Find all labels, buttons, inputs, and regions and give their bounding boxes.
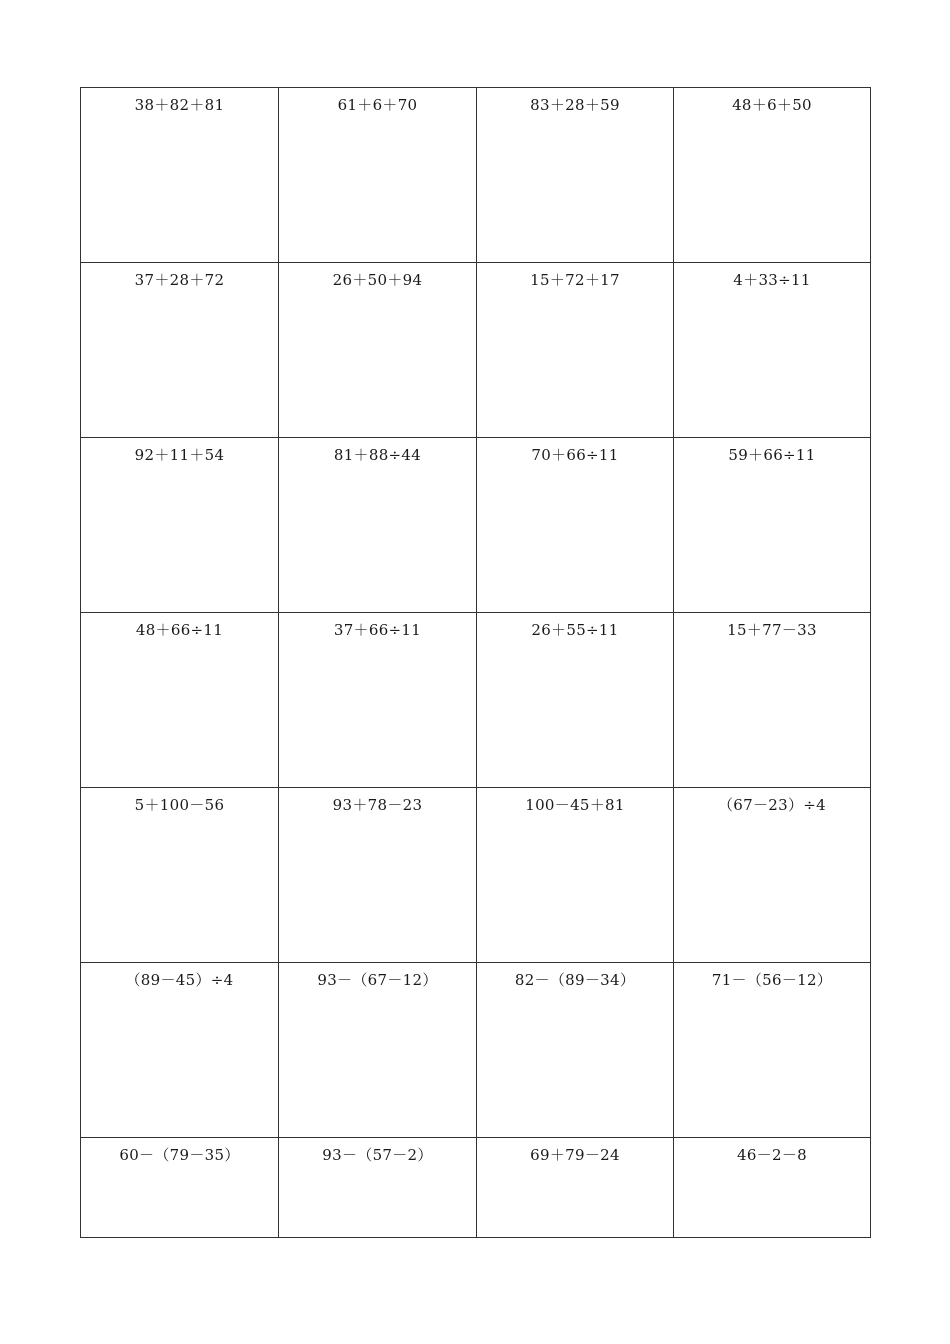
problem-expression: 60－（79－35）	[119, 1146, 240, 1164]
problem-expression: 93＋78－23	[332, 796, 423, 814]
problem-expression: 37＋28＋72	[134, 271, 225, 289]
problem-cell	[477, 788, 674, 963]
problem-cell	[674, 263, 871, 438]
problem-expression: 83＋28＋59	[530, 96, 620, 114]
problem-expression: 82－（89－34）	[514, 971, 636, 989]
problem-cell	[477, 1138, 674, 1238]
problem-grid	[81, 88, 871, 1238]
problem-expression: 38＋82＋81	[134, 96, 225, 114]
problem-expression: 26＋50＋94	[332, 271, 423, 289]
problem-expression: 81＋88÷44	[333, 446, 422, 464]
problem-expression: 92＋11＋54	[134, 446, 225, 464]
problem-cell	[279, 263, 477, 438]
problem-cell	[477, 963, 674, 1138]
problem-expression: 70＋66÷11	[531, 446, 619, 464]
problem-cell	[81, 88, 279, 263]
problem-cell	[81, 438, 279, 613]
problem-cell	[81, 788, 279, 963]
problem-expression: 15＋72＋17	[530, 271, 620, 289]
problem-cell	[674, 438, 871, 613]
problem-expression: 93－（67－12）	[317, 971, 438, 989]
problem-cell	[674, 963, 871, 1138]
problem-expression: 100－45＋81	[525, 796, 625, 814]
problem-expression: 59＋66÷11	[728, 446, 816, 464]
problem-expression: 61＋6＋70	[337, 96, 418, 114]
problem-expression: 4＋33÷11	[733, 271, 811, 289]
problem-cell	[279, 88, 477, 263]
problem-expression: 15＋77－33	[727, 621, 817, 639]
problem-expression: 46－2－8	[737, 1146, 807, 1164]
problem-expression: （89－45）÷4	[125, 971, 234, 989]
problem-cell	[674, 613, 871, 788]
problem-cell	[477, 263, 674, 438]
problem-cell	[674, 1138, 871, 1238]
problem-expression: 5＋100－56	[134, 796, 225, 814]
problem-cell	[81, 263, 279, 438]
problem-expression: 26＋55÷11	[531, 621, 619, 639]
problem-cell	[674, 88, 871, 263]
problem-cell	[279, 438, 477, 613]
problem-expression: （67－23）÷4	[718, 796, 826, 814]
problem-cell	[81, 963, 279, 1138]
problem-expression: 37＋66÷11	[333, 621, 422, 639]
problem-expression: 71－（56－12）	[711, 971, 833, 989]
problem-cell	[279, 788, 477, 963]
problem-cell	[81, 613, 279, 788]
problem-cell	[279, 1138, 477, 1238]
problem-cell	[477, 438, 674, 613]
problem-cell	[279, 613, 477, 788]
worksheet-table	[80, 87, 871, 1238]
problem-cell	[477, 613, 674, 788]
problem-expression: 48＋6＋50	[732, 96, 812, 114]
problem-expression: 69＋79－24	[530, 1146, 620, 1164]
problem-expression: 48＋66÷11	[135, 621, 224, 639]
problem-cell	[674, 788, 871, 963]
problem-cell	[81, 1138, 279, 1238]
problem-expression: 93－（57－2）	[322, 1146, 433, 1164]
problem-cell	[477, 88, 674, 263]
problem-cell	[279, 963, 477, 1138]
